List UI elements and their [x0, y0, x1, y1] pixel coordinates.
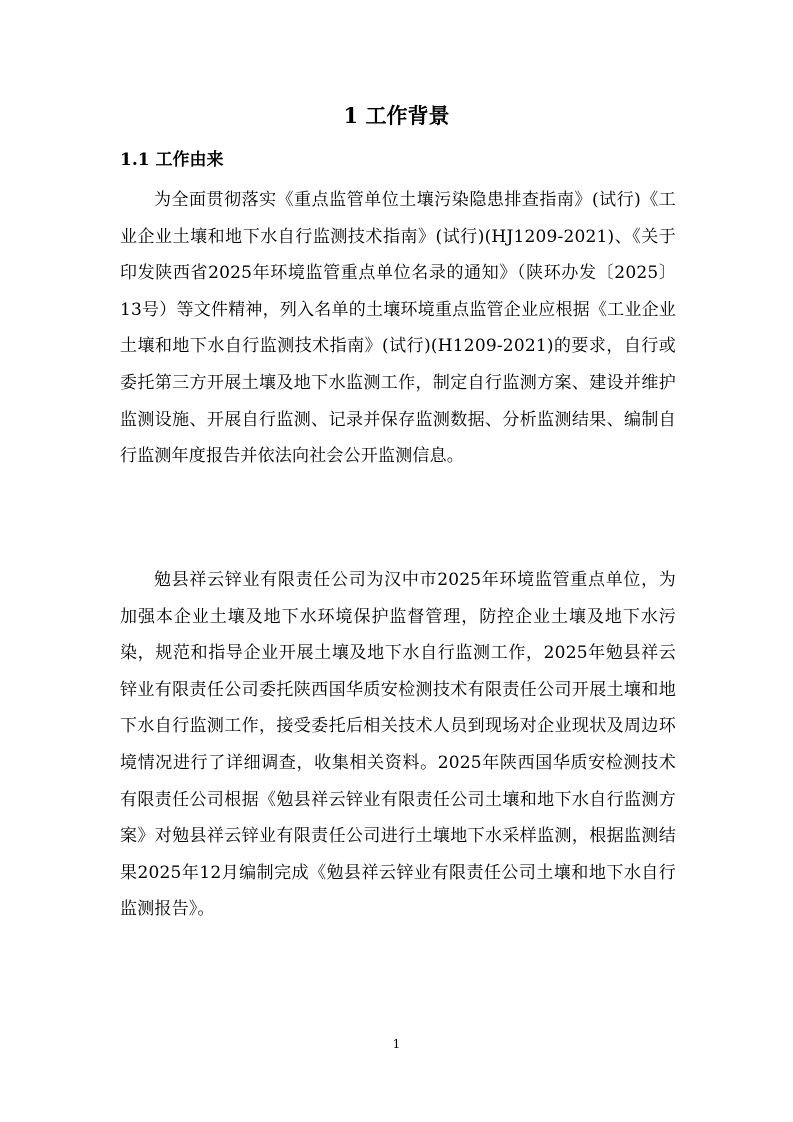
paragraph-work-origin-1: 为全面贯彻落实《重点监管单位土壤污染隐患排查指南》(试行)《工业企业土壤和地下水自行监测技术指南》(试行)(HJ1209-2021)、《关于印发陕西省2025年环境监管重点单位名录的通知》（陕环办发〔2025〕13号）等文件精神，列入名单的土壤环境重点监管企业应根据《工业企业土壤和地下水自行监测技术指南》(试行)(H1209-2021)的要求，自行或委托第三方开展土壤及地下水监测工作，制定自行监测方案、建设并维护监测设施、开展自行监测、记录并保存监测数据、分析监测结果、编制自行监测年度报告并依法向社会公开监测信息。 [120, 190, 676, 467]
page-number: 1 [392, 1037, 401, 1051]
section-title: 1.1 工作由来 [120, 150, 224, 170]
paragraph-work-origin-2: 勉县祥云锌业有限责任公司为汉中市2025年环境监管重点单位，为加强本企业土壤及地下水环境保护监督管理，防控企业土壤及地下水污染，规范和指导企业开展土壤及地下水自行监测工作，2025年勉县祥云锌业有限责任公司委托陕西国华质安检测技术有限责任公司开展土壤和地下水自行监测工作，接受委托后相关技术人员到现场对企业现状及周边环境情况进行了详细调查，收集相关资料。2025年陕西国华质安检测技术有限责任公司根据《勉县祥云锌业有限责任公司土壤和地下水自行监测方案》对勉县祥云锌业有限责任公司进行土壤地下水采样监测，根据监测结果2025年12月编制完成《勉县祥云锌业有限责任公司土壤和地下水自行监测报告》。 [120, 570, 676, 920]
chapter-title: 1 工作背景 [343, 103, 450, 128]
